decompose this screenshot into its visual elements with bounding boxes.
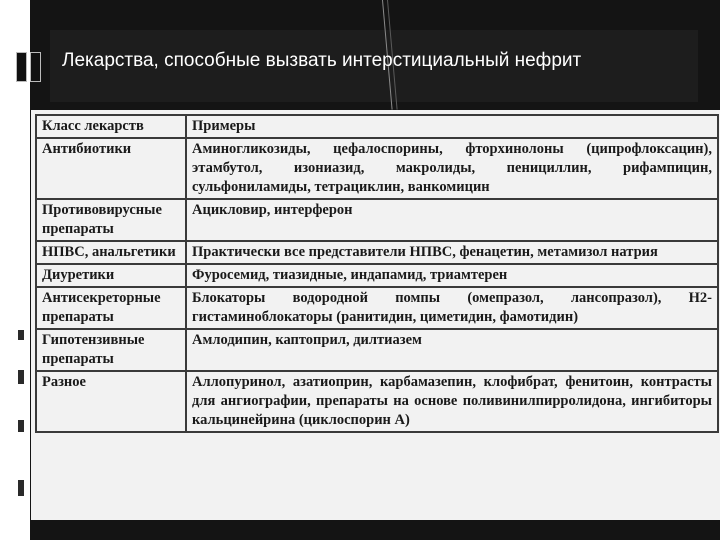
table-row bbox=[36, 287, 718, 329]
table-row bbox=[36, 138, 718, 199]
corner-bracket-icon bbox=[16, 52, 46, 82]
drug-class-cell: НПВС, анальгетики bbox=[36, 241, 186, 264]
header-cell-examples: Примеры bbox=[186, 115, 718, 138]
examples-cell: Аминогликозиды, цефалоспорины, фторхинолоны (ципрофлоксацин), этамбутол, изониазид, макролиды, пенициллин, рифампицин, сульфониламиды, тетрациклин, ванкомицин bbox=[186, 138, 718, 199]
drug-class-cell: Антибиотики bbox=[36, 138, 186, 199]
slide-title: Лекарства, способные вызвать интерстициальный нефрит bbox=[62, 50, 582, 71]
table-row bbox=[36, 329, 718, 371]
examples-cell: Блокаторы водородной помпы (омепразол, лансопразол), H2-гистаминоблокаторы (ранитидин, циметидин, фамотидин) bbox=[186, 287, 718, 329]
table-row bbox=[36, 371, 718, 432]
header-cell-class: Класс лекарств bbox=[36, 115, 186, 138]
table-row bbox=[36, 241, 718, 264]
drug-class-cell: Разное bbox=[36, 371, 186, 432]
drug-class-cell: Диуретики bbox=[36, 264, 186, 287]
examples-cell: Аллопуринол, азатиоприн, карбамазепин, клофибрат, фенитоин, контрасты для ангиографии, препараты на основе поливинилпирролидона, ингибиторы кальцинейрина (циклоспорин А) bbox=[186, 371, 718, 432]
examples-cell: Практически все представители НПВС, фенацетин, метамизол натрия bbox=[186, 241, 718, 264]
drug-class-cell: Антисекреторные препараты bbox=[36, 287, 186, 329]
examples-cell: Фуросемид, тиазидные, индапамид, триамтерен bbox=[186, 264, 718, 287]
drug-table bbox=[35, 114, 719, 433]
table-header-row bbox=[36, 115, 718, 138]
drug-class-cell: Гипотензивные препараты bbox=[36, 329, 186, 371]
table-row bbox=[36, 199, 718, 241]
table-panel bbox=[31, 110, 720, 520]
side-decoration bbox=[18, 330, 26, 520]
drug-class-cell: Противовирусные препараты bbox=[36, 199, 186, 241]
examples-cell: Ацикловир, интерферон bbox=[186, 199, 718, 241]
examples-cell: Амлодипин, каптоприл, дилтиазем bbox=[186, 329, 718, 371]
table-row bbox=[36, 264, 718, 287]
